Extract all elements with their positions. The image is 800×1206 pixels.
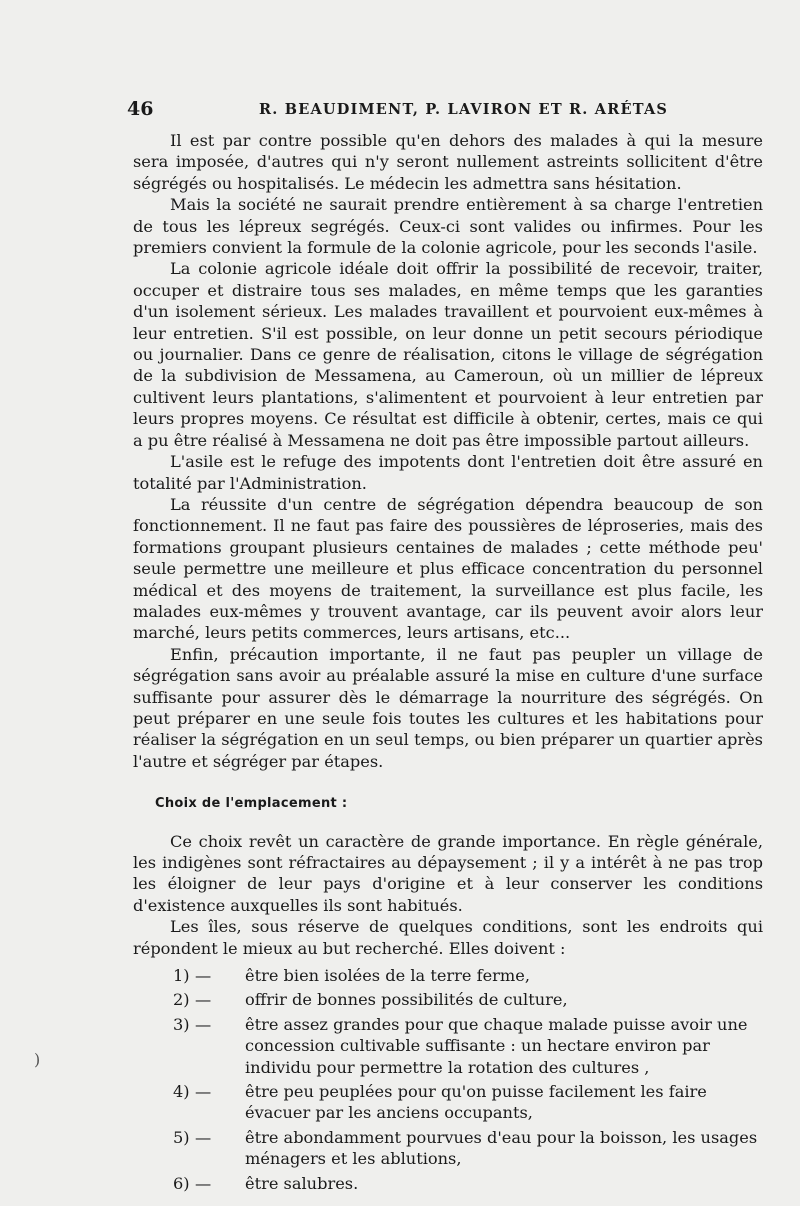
running-head: R. BEAUDIMENT, P. LAVIRON ET R. ARÉTAS bbox=[259, 101, 669, 118]
section-heading: Choix de l'emplacement : bbox=[155, 796, 348, 812]
list-item-text: offrir de bonnes possibilités de culture, bbox=[245, 990, 568, 1010]
list-item bbox=[133, 989, 763, 1010]
list-item-text: être abondamment pourvues d'eau pour la boisson, les usages ménagers et les ablutions, bbox=[245, 1127, 758, 1169]
list-item bbox=[133, 1081, 763, 1124]
paragraph: Ce choix revêt un caractère de grande importance. En règle générale, les indigènes sont réfractaires au dépaysement ; il y a intérêt à ne pas trop les éloigner de leur pays d'origine et à leur conserver les conditions d'existence auxquelles ils sont habitués. bbox=[133, 831, 763, 915]
list-item-dash: — bbox=[195, 1082, 212, 1102]
list-item-number: 5) bbox=[173, 1127, 190, 1147]
list-item-number: 3) bbox=[173, 1014, 190, 1034]
list-item-text: être salubres. bbox=[245, 1173, 359, 1193]
paragraph: Les îles, sous réserve de quelques conditions, sont les endroits qui répondent le mieux au but recherché. Elles doivent : bbox=[133, 917, 763, 958]
list-item-number: 4) bbox=[173, 1082, 190, 1102]
page-number: 46 bbox=[127, 98, 154, 120]
list-item-dash: — bbox=[195, 1173, 212, 1193]
margin-mark: ) bbox=[34, 1050, 41, 1069]
list-item bbox=[133, 1173, 763, 1194]
paragraph: Mais la société ne saurait prendre entièrement à sa charge l'entretien de tous les lépreux segrégés. Ceux-ci sont valides ou infirmes. Pour les premiers convient la formule de la colonie agricole, pour les seconds l'asile. bbox=[133, 195, 763, 258]
paragraph: La colonie agricole idéale doit offrir la possibilité de recevoir, traiter, occuper et distraire tous ses malades, en même temps que les garanties d'un isolement sérieux. Les malades travaillent et pourvoient eux-mêmes à leur entretien. S'il est possible, on leur donne un petit secours périodique ou journalier. Dans ce genre de réalisation, citons le village de ségrégation de la subdivision de Messamena, au Cameroun, où un millier de lépreux cultivent leurs plantations, s'alimentent et pourvoient à leur entretien par leurs propres moyens. Ce résultat est difficile à obtenir, certes, mais ce qui a pu être réalisé à Messamena ne doit pas être impossible partout ailleurs. bbox=[133, 259, 763, 450]
page-header bbox=[127, 98, 737, 122]
list-item-dash: — bbox=[195, 1014, 212, 1034]
paragraph: L'asile est le refuge des impotents dont l'entretien doit être assuré en totalité par l'Administration. bbox=[133, 452, 763, 493]
list-item bbox=[133, 1014, 763, 1078]
paragraph: La réussite d'un centre de ségrégation dépendra beaucoup de son fonctionnement. Il ne faut pas faire des poussières de léproseries, mais des formations groupant plusieurs centaines de malades ; cette méthode peu' seule permettre une meilleure et plus efficace concentration du personnel médical et des moyens de traitement, la surveillance est plus facile, les malades eux-mêmes y trouvent avantage, car ils peuvent avoir alors leur marché, leurs petits commerces, leurs artisans, etc... bbox=[133, 494, 763, 643]
list-item-text: être assez grandes pour que chaque malade puisse avoir une concession cultivable suffisante : un hectare environ par individu pour permettre la rotation des cultures , bbox=[245, 1014, 748, 1077]
list-item-dash: — bbox=[195, 966, 212, 986]
list-item-number: 1) bbox=[173, 966, 190, 986]
list-item bbox=[133, 965, 763, 986]
list-item bbox=[133, 1127, 763, 1170]
requirements-list bbox=[133, 965, 763, 1194]
list-item-number: 6) bbox=[173, 1173, 190, 1193]
page-body bbox=[133, 130, 763, 1197]
list-item-text: être peu peuplées pour qu'on puisse facilement les faire évacuer par les anciens occupants, bbox=[245, 1082, 707, 1123]
list-item-dash: — bbox=[195, 990, 212, 1010]
list-item-number: 2) bbox=[173, 990, 190, 1010]
list-item-text: être bien isolées de la terre ferme, bbox=[245, 966, 530, 986]
paragraph: Enfin, précaution importante, il ne faut pas peupler un village de ségrégation sans avoir au préalable assuré la mise en culture d'une surface suffisante pour assurer dès le démarrage la nourriture des ségrégés. On peut préparer en une seule fois toutes les cultures et les habitations pour réaliser la ségrégation en un seul temps, ou bien préparer un quartier après l'autre et ségréger par étapes. bbox=[133, 644, 763, 771]
paragraph: Il est par contre possible qu'en dehors des malades à qui la mesure sera imposée, d'autres qui n'y seront nullement astreints sollicitent d'être ségrégés ou hospitalisés. Le médecin les admettra sans hésitation. bbox=[133, 131, 763, 193]
list-item-dash: — bbox=[195, 1127, 212, 1147]
